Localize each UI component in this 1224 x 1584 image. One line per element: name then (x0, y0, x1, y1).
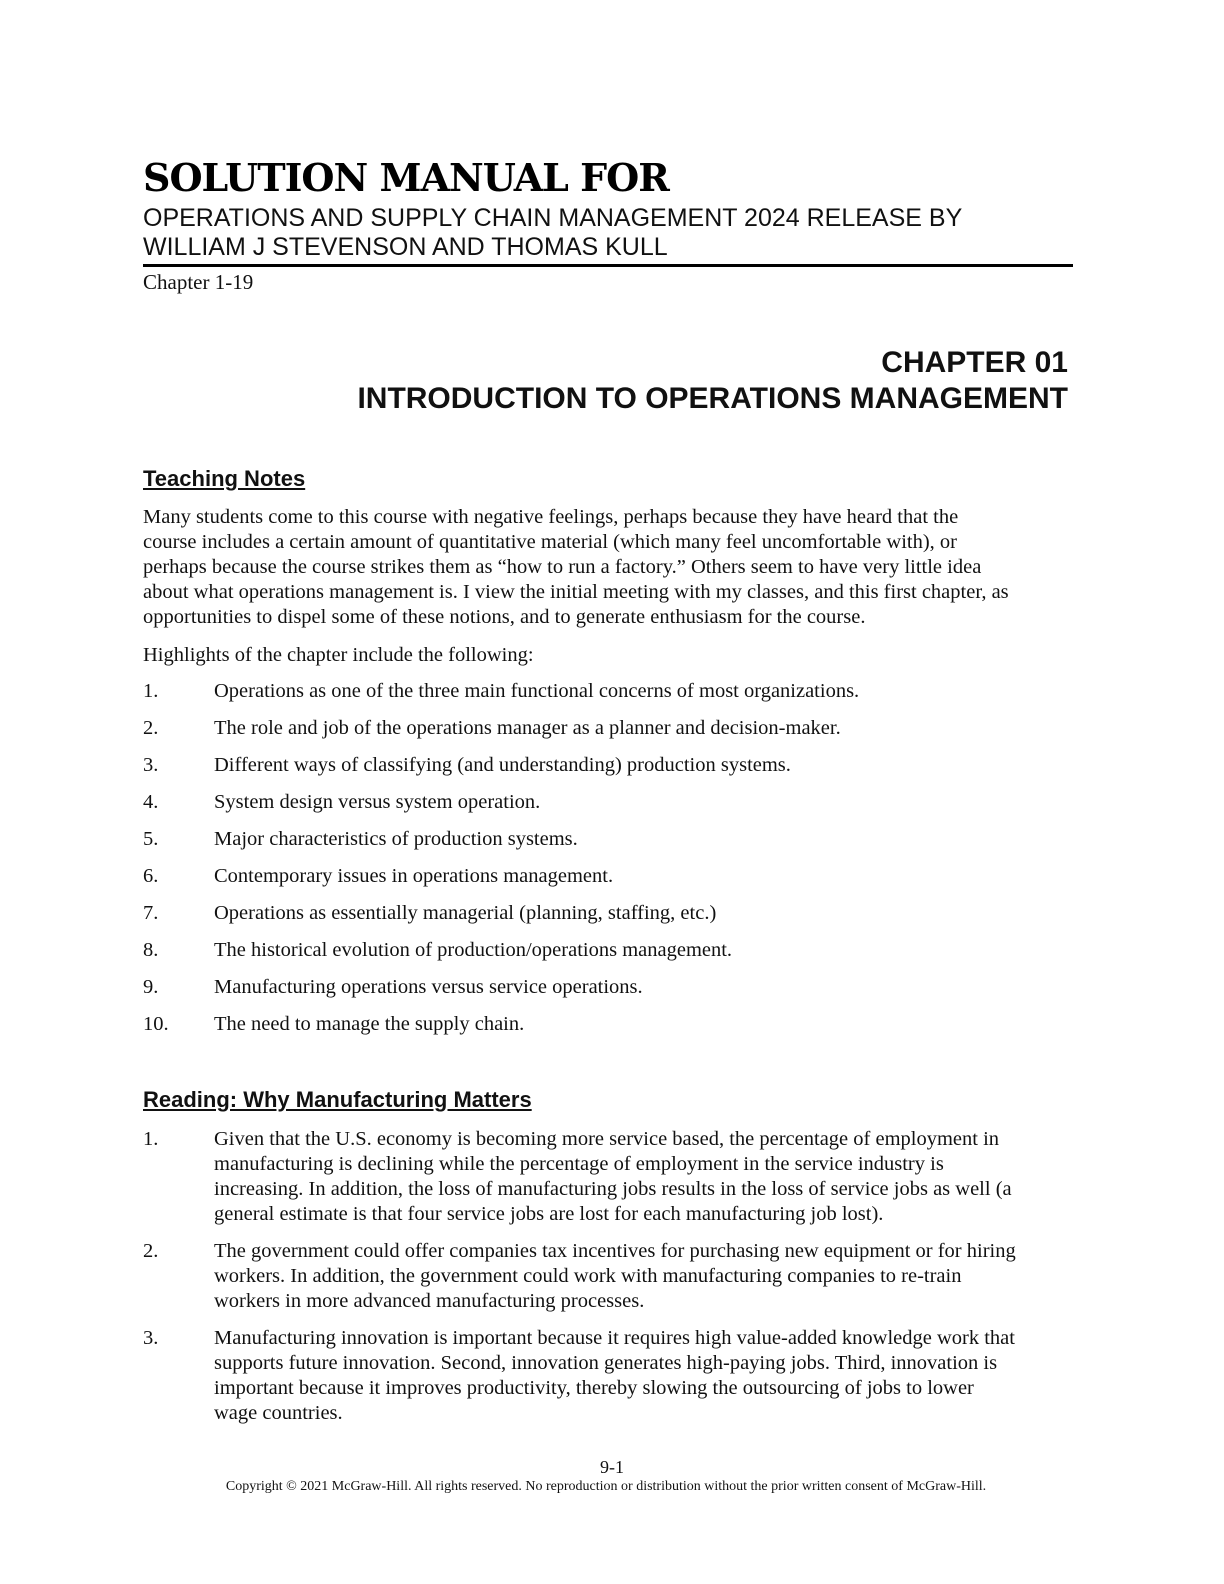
list-item-line: manufacturing is declining while the percentage of employment in the service industry is (214, 1153, 944, 1175)
list-item-text: Different ways of classifying (and understanding) production systems. (214, 754, 791, 776)
list-item-text (214, 1239, 1072, 1314)
list-item-text (214, 1326, 1072, 1426)
list-item-number: 3. (143, 1327, 159, 1349)
list-item-number: 1. (143, 1128, 159, 1150)
list-item-line: supports future innovation. Second, innovation generates high-paying jobs. Third, innovation is (214, 1352, 998, 1374)
paragraph-line: perhaps because the course strikes them as “how to run a factory.” Others seem to have very little idea (143, 556, 982, 578)
subtitle-line-1: OPERATIONS AND SUPPLY CHAIN MANAGEMENT 2024 RELEASE BY (143, 204, 963, 232)
list-item-line: workers. In addition, the government could work with manufacturing companies to re-train (214, 1265, 962, 1287)
list-item-text (214, 1127, 1072, 1227)
list-item-line: important because it improves productivity, thereby slowing the outsourcing of jobs to lower (214, 1377, 974, 1399)
list-item-line: increasing. In addition, the loss of manufacturing jobs results in the loss of service jobs as well (a (214, 1178, 1012, 1200)
teaching-notes-paragraph (143, 505, 1073, 630)
list-item-text: The historical evolution of production/operations management. (214, 939, 733, 961)
list-item-number: 4. (143, 791, 159, 813)
list-item-number: 7. (143, 902, 159, 924)
paragraph-line: Many students come to this course with negative feelings, perhaps because they have heard that the (143, 506, 959, 528)
list-item-number: 1. (143, 680, 159, 702)
list-item-line: The government could offer companies tax incentives for purchasing new equipment or for hiring (214, 1240, 1016, 1262)
paragraph-line: course includes a certain amount of quantitative material (which many feel uncomfortable with), or (143, 531, 958, 553)
list-item-text: The role and job of the operations manager as a planner and decision-maker. (214, 717, 841, 739)
list-item-number: 2. (143, 1240, 159, 1262)
title-divider (143, 264, 1073, 267)
list-item-number: 2. (143, 717, 159, 739)
paragraph-line: opportunities to dispel some of these notions, and to generate enthusiasm for the course. (143, 606, 866, 628)
list-item-number: 5. (143, 828, 159, 850)
page-number: 9-1 (600, 1457, 624, 1477)
list-item-text: Major characteristics of production systems. (214, 828, 578, 850)
chapter-range: Chapter 1-19 (143, 270, 254, 294)
list-item-number: 9. (143, 976, 159, 998)
teaching-notes-heading: Teaching Notes (143, 466, 306, 491)
paragraph-line: about what operations management is. I view the initial meeting with my classes, and this first chapter, as (143, 581, 1009, 603)
title-block (143, 156, 1073, 295)
list-item-text: Contemporary issues in operations management. (214, 865, 614, 887)
list-item-number: 6. (143, 865, 159, 887)
list-item-text: Operations as one of the three main functional concerns of most organizations. (214, 680, 860, 702)
list-item-text: Operations as essentially managerial (planning, staffing, etc.) (214, 902, 717, 924)
reading-heading: Reading: Why Manufacturing Matters (143, 1087, 532, 1112)
list-item-line: Given that the U.S. economy is becoming more service based, the percentage of employment in (214, 1128, 1000, 1150)
list-item-text: Manufacturing operations versus service operations. (214, 976, 643, 998)
list-item-text: The need to manage the supply chain. (214, 1013, 525, 1035)
copyright-notice: Copyright © 2021 McGraw-Hill. All rights reserved. No reproduction or distribution without the prior written consent of McGraw-Hill. (225, 1479, 987, 1494)
list-item-line: general estimate is that four service jobs are lost for each manufacturing job lost). (214, 1203, 884, 1225)
chapter-number: CHAPTER 01 (881, 346, 1068, 379)
subtitle-line-2: WILLIAM J STEVENSON AND THOMAS KULL (143, 233, 668, 261)
list-item-text: System design versus system operation. (214, 791, 541, 813)
list-item-number: 8. (143, 939, 159, 961)
list-item-number: 3. (143, 754, 159, 776)
highlights-intro: Highlights of the chapter include the following: (143, 644, 534, 666)
main-title: SOLUTION MANUAL FOR (143, 155, 669, 200)
list-item-line: Manufacturing innovation is important because it requires high value-added knowledge work that (214, 1327, 1015, 1349)
list-item-line: workers in more advanced manufacturing processes. (214, 1290, 645, 1312)
list-item-number: 10. (143, 1013, 169, 1035)
subtitle (143, 204, 1073, 262)
chapter-title: INTRODUCTION TO OPERATIONS MANAGEMENT (357, 382, 1068, 415)
list-item-line: wage countries. (214, 1402, 343, 1424)
chapter-heading (357, 345, 1068, 417)
